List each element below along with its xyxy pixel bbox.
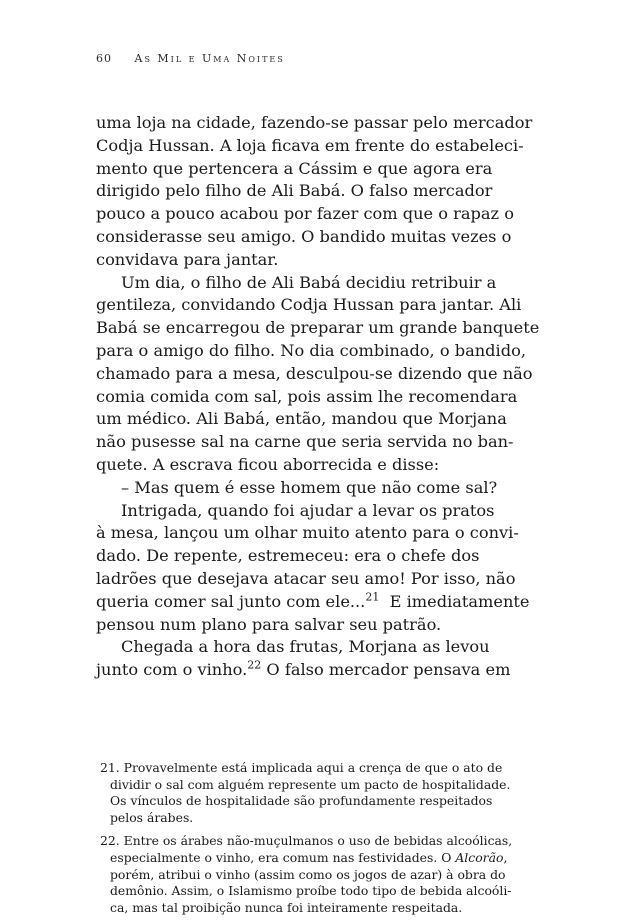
footnote-line: Os vínculos de hospitalidade são profundamente respeitados xyxy=(110,793,493,809)
footnote-ref-22[interactable]: 22 xyxy=(247,658,262,672)
footnotes xyxy=(100,760,548,923)
text-line: quete. A escrava ficou aborrecida e disse: xyxy=(96,454,440,474)
footnote-22 xyxy=(100,833,548,916)
text-segment: junto com o vinho. xyxy=(96,660,248,680)
footnote-21 xyxy=(100,760,548,826)
text-segment: E imediatamente xyxy=(389,591,530,611)
text-line: comia comida com sal, pois assim lhe recomendara xyxy=(96,386,518,406)
text-line: Um dia, o filho de Ali Babá decidiu retribuir a xyxy=(121,272,497,292)
book-title: As Mil e Uma Noites xyxy=(134,52,285,65)
text-line: um médico. Ali Babá, então, mandou que Morjana xyxy=(96,409,507,429)
text-segment: especialmente o vinho, era comum nas festividades. O xyxy=(110,849,456,865)
body-text xyxy=(96,112,544,682)
text-segment: , xyxy=(503,849,508,865)
text-line: pensou num plano para salvar seu patrão. xyxy=(96,614,442,634)
footnote-line xyxy=(100,850,548,867)
text-line: convidava para jantar. xyxy=(96,249,279,269)
text-segment: O falso mercador pensava em xyxy=(266,660,511,680)
text-line xyxy=(96,591,544,614)
text-line: ladrões que desejava atacar seu amo! Por isso, não xyxy=(96,568,516,588)
footnote-line: 21. Provavelmente está implicada aqui a crença de que o ato de xyxy=(100,760,503,775)
text-line: Intrigada, quando foi ajudar a levar os pratos xyxy=(121,500,495,520)
footnote-line: dividir o sal com alguém represente um pacto de hospitalidade. xyxy=(110,776,511,792)
text-segment xyxy=(379,592,389,611)
text-line: Codja Hussan. A loja ficava em frente do estabeleci- xyxy=(96,135,524,155)
footnote-line: porém, atribui o vinho (assim como os jogos de azar) à obra do xyxy=(110,866,506,882)
footnote-ref-21[interactable]: 21 xyxy=(365,590,380,604)
text-line: para o amigo do filho. No dia combinado, o bandido, xyxy=(96,340,526,360)
text-line: à mesa, lançou um olhar muito atento para o convi- xyxy=(96,523,519,543)
text-line: chamado para a mesa, desculpou-se dizendo que não xyxy=(96,363,533,383)
running-head xyxy=(96,52,285,65)
text-segment: queria comer sal junto com ele... xyxy=(96,591,366,611)
dialogue-line: – Mas quem é esse homem que não come sal? xyxy=(121,477,498,497)
footnote-line: pelos árabes. xyxy=(110,809,194,825)
text-line xyxy=(96,659,544,682)
text-line: uma loja na cidade, fazendo-se passar pelo mercador xyxy=(96,113,533,132)
page-number: 60 xyxy=(96,52,112,65)
text-line: dado. De repente, estremeceu: era o chefe dos xyxy=(96,546,480,566)
text-line: pouco a pouco acabou por fazer com que o rapaz o xyxy=(96,204,514,224)
footnote-line: ca, mas tal proibição nunca foi inteiramente respeitada. xyxy=(110,899,463,915)
footnote-line: 22. Entre os árabes não-muçulmanos o uso de bebidas alcoólicas, xyxy=(100,833,513,849)
text-line: Chegada a hora das frutas, Morjana as levou xyxy=(121,637,490,657)
text-line: gentileza, convidando Codja Hussan para jantar. Ali xyxy=(96,295,522,315)
book-title-italic: Alcorão xyxy=(455,849,504,865)
text-line: dirigido pelo filho de Ali Babá. O falso mercador xyxy=(96,181,493,201)
text-line: considerasse seu amigo. O bandido muitas vezes o xyxy=(96,226,512,246)
text-line: Babá se encarregou de preparar um grande banquete xyxy=(96,318,540,338)
footnote-line: demônio. Assim, o Islamismo proíbe todo tipo de bebida alcoóli- xyxy=(110,883,512,899)
text-line: mento que pertencera a Cássim e que agora era xyxy=(96,158,493,178)
text-line: não pusesse sal na carne que seria servida no ban- xyxy=(96,432,514,452)
